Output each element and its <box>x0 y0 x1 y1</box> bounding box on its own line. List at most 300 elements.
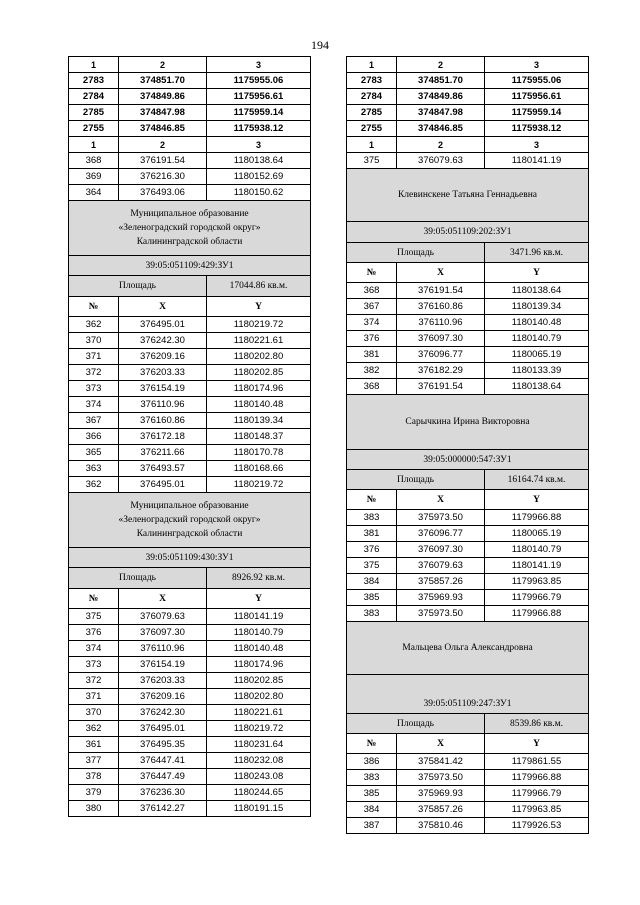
y-coordinate-cell: 1180202.80 <box>207 349 311 365</box>
point-number-cell: 378 <box>69 769 119 785</box>
table-row <box>69 381 311 397</box>
point-number-cell: 379 <box>69 785 119 801</box>
section-title-line: «Зеленоградский городской округ» <box>118 515 261 525</box>
x-coordinate-cell: 376242.30 <box>119 333 207 349</box>
point-number-cell: 374 <box>69 641 119 657</box>
x-coordinate-cell: 376191.54 <box>397 379 485 395</box>
point-number-cell: 381 <box>347 526 397 542</box>
x-coordinate-cell: 374851.70 <box>397 73 485 89</box>
x-coordinate-cell: 376493.57 <box>119 461 207 477</box>
section-title-line: Муниципальное образование <box>130 501 249 511</box>
y-coordinate-cell: 1175959.14 <box>485 105 589 121</box>
point-number-cell: 387 <box>347 818 397 834</box>
x-coordinate-cell: 376172.18 <box>119 429 207 445</box>
y-coordinate-cell: 1180152.69 <box>207 169 311 185</box>
y-coordinate-cell: 1175959.14 <box>207 105 311 121</box>
point-number-cell: 383 <box>347 770 397 786</box>
point-number-cell: 375 <box>347 153 397 169</box>
x-coordinate-cell: 376216.30 <box>119 169 207 185</box>
y-coordinate-cell: 1180140.79 <box>207 625 311 641</box>
table-row <box>347 770 589 786</box>
x-coordinate-cell: 2 <box>397 137 485 153</box>
point-number-cell: 1 <box>347 57 397 73</box>
y-coordinate-cell: 1180219.72 <box>207 477 311 493</box>
y-coordinate-cell: 1180133.39 <box>485 363 589 379</box>
x-coordinate-cell: 376079.63 <box>397 153 485 169</box>
y-coordinate-cell: 1180221.61 <box>207 333 311 349</box>
table-row <box>347 137 589 153</box>
table-row <box>347 590 589 606</box>
x-coordinate-cell: 2 <box>119 57 207 73</box>
y-coordinate-cell: 1180168.66 <box>207 461 311 477</box>
y-coordinate-cell: 1180140.79 <box>485 542 589 558</box>
point-number-cell: 2783 <box>347 73 397 89</box>
y-coordinate-cell: 1175956.61 <box>207 89 311 105</box>
owner-name: Клевинскене Татьяна Геннадьевна <box>347 169 589 222</box>
table-row <box>347 606 589 622</box>
y-coordinate-cell: 1180065.19 <box>485 526 589 542</box>
x-coordinate-cell: 376493.06 <box>119 185 207 201</box>
table-row <box>69 89 311 105</box>
x-coordinate-cell: 376154.19 <box>119 657 207 673</box>
point-number-cell: 374 <box>69 397 119 413</box>
table-row <box>347 153 589 169</box>
cadastral-number: 39:05:051109:429:ЗУ1 <box>69 256 311 276</box>
right-section2-column-headers <box>347 490 589 510</box>
x-coordinate-cell: 376142.27 <box>119 801 207 817</box>
table-row <box>69 769 311 785</box>
table-row <box>69 349 311 365</box>
right-section2-area-row <box>347 470 589 490</box>
point-number-cell: 384 <box>347 574 397 590</box>
point-number-cell: 370 <box>69 705 119 721</box>
x-coordinate-cell: 376096.77 <box>397 347 485 363</box>
table-row <box>69 705 311 721</box>
table-row <box>69 785 311 801</box>
x-coordinate-cell: 376110.96 <box>119 641 207 657</box>
point-number-cell: 1 <box>69 137 119 153</box>
table-row <box>69 461 311 477</box>
y-coordinate-cell: 1180202.85 <box>207 365 311 381</box>
right-section2-rows <box>347 510 589 622</box>
point-number-cell: 370 <box>69 333 119 349</box>
x-coordinate-cell: 374846.85 <box>397 121 485 137</box>
right-section3-area-row <box>347 714 589 734</box>
x-coordinate-cell: 376495.01 <box>119 317 207 333</box>
table-row <box>347 121 589 137</box>
y-coordinate-cell: 1175955.06 <box>485 73 589 89</box>
column-header-number: № <box>347 734 397 754</box>
point-number-cell: 2785 <box>347 105 397 121</box>
x-coordinate-cell: 376182.29 <box>397 363 485 379</box>
table-row <box>347 818 589 834</box>
column-header-x: X <box>397 263 485 283</box>
y-coordinate-cell: 1180174.96 <box>207 381 311 397</box>
point-number-cell: 2755 <box>347 121 397 137</box>
cadastral-number: 39:05:051109:430:ЗУ1 <box>69 548 311 568</box>
y-coordinate-cell: 1180140.48 <box>485 315 589 331</box>
table-row <box>347 331 589 347</box>
page-number: 194 <box>311 38 329 52</box>
y-coordinate-cell: 1180148.37 <box>207 429 311 445</box>
x-coordinate-cell: 376191.54 <box>119 153 207 169</box>
x-coordinate-cell: 374847.98 <box>397 105 485 121</box>
y-coordinate-cell: 1180219.72 <box>207 721 311 737</box>
point-number-cell: 368 <box>347 283 397 299</box>
y-coordinate-cell: 1180140.48 <box>207 641 311 657</box>
table-row <box>69 609 311 625</box>
x-coordinate-cell: 375857.26 <box>397 802 485 818</box>
table-row <box>69 445 311 461</box>
left-section1-area-row <box>69 276 311 297</box>
point-number-cell: 372 <box>69 365 119 381</box>
table-row <box>347 283 589 299</box>
point-number-cell: 2785 <box>69 105 119 121</box>
x-coordinate-cell: 375969.93 <box>397 590 485 606</box>
y-coordinate-cell: 1180202.85 <box>207 673 311 689</box>
table-row <box>347 89 589 105</box>
x-coordinate-cell: 376097.30 <box>397 331 485 347</box>
table-row <box>69 657 311 673</box>
table-row <box>69 121 311 137</box>
point-number-cell: 363 <box>69 461 119 477</box>
point-number-cell: 372 <box>69 673 119 689</box>
cadastral-number: 39:05:051109:247:ЗУ1 <box>347 675 589 714</box>
x-coordinate-cell: 374846.85 <box>119 121 207 137</box>
x-coordinate-cell: 376495.35 <box>119 737 207 753</box>
y-coordinate-cell: 1180174.96 <box>207 657 311 673</box>
cadastral-number: 39:05:000000:547:ЗУ1 <box>347 450 589 470</box>
table-row <box>347 786 589 802</box>
y-coordinate-cell: 1180139.34 <box>207 413 311 429</box>
table-row <box>69 625 311 641</box>
x-coordinate-cell: 376242.30 <box>119 705 207 721</box>
right-section1-column-headers <box>347 263 589 283</box>
table-row <box>69 365 311 381</box>
y-coordinate-cell: 1180219.72 <box>207 317 311 333</box>
area-label: Площадь <box>69 276 207 297</box>
right-section1-rows <box>347 283 589 395</box>
table-row <box>347 542 589 558</box>
y-coordinate-cell: 1179963.85 <box>485 802 589 818</box>
area-value: 8926.92 кв.м. <box>207 568 311 589</box>
point-number-cell: 368 <box>69 153 119 169</box>
point-number-cell: 384 <box>347 802 397 818</box>
x-coordinate-cell: 376209.16 <box>119 689 207 705</box>
table-row <box>69 737 311 753</box>
y-coordinate-cell: 1175938.12 <box>207 121 311 137</box>
table-row <box>347 57 589 73</box>
area-label: Площадь <box>347 470 485 490</box>
left-section2-title <box>69 493 311 548</box>
y-coordinate-cell: 1180141.19 <box>485 558 589 574</box>
x-coordinate-cell: 376191.54 <box>397 283 485 299</box>
owner-name: Мальцева Ольга Александровна <box>347 622 589 675</box>
table-row <box>69 185 311 201</box>
table-row <box>69 477 311 493</box>
column-header-number: № <box>347 490 397 510</box>
right-coordinates-table <box>346 56 589 834</box>
point-number-cell: 1 <box>69 57 119 73</box>
point-number-cell: 2784 <box>69 89 119 105</box>
right-section3-column-headers <box>347 734 589 754</box>
y-coordinate-cell: 1175938.12 <box>485 121 589 137</box>
y-coordinate-cell: 1180243.08 <box>207 769 311 785</box>
point-number-cell: 383 <box>347 510 397 526</box>
table-row <box>347 105 589 121</box>
x-coordinate-cell: 376203.33 <box>119 365 207 381</box>
table-row <box>69 397 311 413</box>
column-header-number: № <box>69 589 119 609</box>
point-number-cell: 2784 <box>347 89 397 105</box>
point-number-cell: 361 <box>69 737 119 753</box>
point-number-cell: 367 <box>347 299 397 315</box>
section-title-line: Калининградской области <box>136 237 243 247</box>
y-coordinate-cell: 1180139.34 <box>485 299 589 315</box>
area-value: 16164.74 кв.м. <box>485 470 589 490</box>
y-coordinate-cell: 3 <box>207 57 311 73</box>
column-header-y: Y <box>207 589 311 609</box>
x-coordinate-cell: 376110.96 <box>397 315 485 331</box>
y-coordinate-cell: 1180138.64 <box>485 379 589 395</box>
y-coordinate-cell: 1180221.61 <box>207 705 311 721</box>
column-header-x: X <box>119 589 207 609</box>
x-coordinate-cell: 376097.30 <box>397 542 485 558</box>
point-number-cell: 374 <box>347 315 397 331</box>
table-row <box>69 753 311 769</box>
x-coordinate-cell: 374849.86 <box>119 89 207 105</box>
column-header-number: № <box>69 297 119 317</box>
y-coordinate-cell: 3 <box>485 57 589 73</box>
table-row <box>69 429 311 445</box>
table-row <box>69 333 311 349</box>
x-coordinate-cell: 375969.93 <box>397 786 485 802</box>
section-title-line: Муниципальное образование <box>130 209 249 219</box>
y-coordinate-cell: 1180170.78 <box>207 445 311 461</box>
table-row <box>69 413 311 429</box>
x-coordinate-cell: 375973.50 <box>397 606 485 622</box>
y-coordinate-cell: 1180150.62 <box>207 185 311 201</box>
area-label: Площадь <box>347 243 485 263</box>
point-number-cell: 364 <box>69 185 119 201</box>
y-coordinate-cell: 1180065.19 <box>485 347 589 363</box>
table-row <box>69 57 311 73</box>
x-coordinate-cell: 376211.66 <box>119 445 207 461</box>
right-section2-owner-row <box>347 395 589 450</box>
y-coordinate-cell: 1179966.88 <box>485 606 589 622</box>
column-header-x: X <box>397 734 485 754</box>
table-row <box>347 363 589 379</box>
x-coordinate-cell: 376096.77 <box>397 526 485 542</box>
point-number-cell: 371 <box>69 349 119 365</box>
x-coordinate-cell: 376495.01 <box>119 721 207 737</box>
point-number-cell: 383 <box>347 606 397 622</box>
point-number-cell: 367 <box>69 413 119 429</box>
column-header-number: № <box>347 263 397 283</box>
point-number-cell: 1 <box>347 137 397 153</box>
point-number-cell: 381 <box>347 347 397 363</box>
y-coordinate-cell: 1180138.64 <box>207 153 311 169</box>
left-section2-column-headers <box>69 589 311 609</box>
left-section2-cadastral-row <box>69 548 311 568</box>
table-row <box>347 754 589 770</box>
x-coordinate-cell: 376154.19 <box>119 381 207 397</box>
y-coordinate-cell: 1180232.08 <box>207 753 311 769</box>
right-section1-area-row <box>347 243 589 263</box>
point-number-cell: 371 <box>69 689 119 705</box>
point-number-cell: 382 <box>347 363 397 379</box>
column-header-y: Y <box>485 490 589 510</box>
point-number-cell: 362 <box>69 477 119 493</box>
x-coordinate-cell: 375857.26 <box>397 574 485 590</box>
y-coordinate-cell: 1179966.79 <box>485 786 589 802</box>
x-coordinate-cell: 376079.63 <box>119 609 207 625</box>
left-section2-rows <box>69 609 311 817</box>
table-row <box>69 673 311 689</box>
x-coordinate-cell: 375841.42 <box>397 754 485 770</box>
right-section1-cadastral-row <box>347 222 589 243</box>
table-row <box>347 510 589 526</box>
y-coordinate-cell: 1179966.79 <box>485 590 589 606</box>
table-row <box>69 105 311 121</box>
left-section1-column-headers <box>69 297 311 317</box>
table-row <box>69 317 311 333</box>
point-number-cell: 385 <box>347 786 397 802</box>
point-number-cell: 375 <box>347 558 397 574</box>
x-coordinate-cell: 376160.86 <box>397 299 485 315</box>
right-section2-cadastral-row <box>347 450 589 470</box>
x-coordinate-cell: 376203.33 <box>119 673 207 689</box>
x-coordinate-cell: 375810.46 <box>397 818 485 834</box>
y-coordinate-cell: 1180141.19 <box>207 609 311 625</box>
owner-name: Сарычкина Ирина Викторовна <box>347 395 589 450</box>
right-section3-rows <box>347 754 589 834</box>
point-number-cell: 365 <box>69 445 119 461</box>
area-label: Площадь <box>347 714 485 734</box>
x-coordinate-cell: 376110.96 <box>119 397 207 413</box>
left-section1-cadastral-row <box>69 256 311 276</box>
point-number-cell: 373 <box>69 657 119 673</box>
point-number-cell: 377 <box>69 753 119 769</box>
table-row <box>347 315 589 331</box>
column-header-x: X <box>397 490 485 510</box>
y-coordinate-cell: 1175955.06 <box>207 73 311 89</box>
table-row <box>347 347 589 363</box>
left-section1-title <box>69 201 311 256</box>
y-coordinate-cell: 1180244.65 <box>207 785 311 801</box>
y-coordinate-cell: 1179963.85 <box>485 574 589 590</box>
y-coordinate-cell: 1179966.88 <box>485 510 589 526</box>
y-coordinate-cell: 1179861.55 <box>485 754 589 770</box>
x-coordinate-cell: 376209.16 <box>119 349 207 365</box>
cadastral-number: 39:05:051109:202:ЗУ1 <box>347 222 589 243</box>
point-number-cell: 368 <box>347 379 397 395</box>
right-section3-cadastral-row <box>347 675 589 714</box>
table-row <box>69 137 311 153</box>
area-label: Площадь <box>69 568 207 589</box>
x-coordinate-cell: 376447.41 <box>119 753 207 769</box>
point-number-cell: 2783 <box>69 73 119 89</box>
point-number-cell: 376 <box>347 331 397 347</box>
area-value: 3471.96 кв.м. <box>485 243 589 263</box>
column-header-y: Y <box>485 263 589 283</box>
x-coordinate-cell: 376160.86 <box>119 413 207 429</box>
x-coordinate-cell: 375973.50 <box>397 770 485 786</box>
table-row <box>347 299 589 315</box>
y-coordinate-cell: 1180202.80 <box>207 689 311 705</box>
column-header-y: Y <box>485 734 589 754</box>
x-coordinate-cell: 2 <box>397 57 485 73</box>
y-coordinate-cell: 1175956.61 <box>485 89 589 105</box>
x-coordinate-cell: 2 <box>119 137 207 153</box>
column-header-x: X <box>119 297 207 317</box>
right-section3-owner-row <box>347 622 589 675</box>
y-coordinate-cell: 1180231.64 <box>207 737 311 753</box>
x-coordinate-cell: 376236.30 <box>119 785 207 801</box>
left-header-rows <box>69 57 311 201</box>
x-coordinate-cell: 375973.50 <box>397 510 485 526</box>
table-row <box>69 641 311 657</box>
y-coordinate-cell: 1179966.88 <box>485 770 589 786</box>
x-coordinate-cell: 376079.63 <box>397 558 485 574</box>
left-section1-rows <box>69 317 311 493</box>
table-row <box>347 802 589 818</box>
table-row <box>69 73 311 89</box>
y-coordinate-cell: 3 <box>485 137 589 153</box>
table-row <box>347 73 589 89</box>
y-coordinate-cell: 1180140.48 <box>207 397 311 413</box>
point-number-cell: 373 <box>69 381 119 397</box>
area-value: 8539.86 кв.м. <box>485 714 589 734</box>
table-row <box>347 574 589 590</box>
right-section1-owner-row <box>347 169 589 222</box>
point-number-cell: 380 <box>69 801 119 817</box>
x-coordinate-cell: 374849.86 <box>397 89 485 105</box>
x-coordinate-cell: 374847.98 <box>119 105 207 121</box>
y-coordinate-cell: 1180140.79 <box>485 331 589 347</box>
y-coordinate-cell: 3 <box>207 137 311 153</box>
table-row <box>69 169 311 185</box>
table-row <box>69 801 311 817</box>
table-row <box>347 379 589 395</box>
point-number-cell: 362 <box>69 721 119 737</box>
point-number-cell: 376 <box>347 542 397 558</box>
point-number-cell: 375 <box>69 609 119 625</box>
y-coordinate-cell: 1180141.19 <box>485 153 589 169</box>
section-title-line: Калининградской области <box>136 529 243 539</box>
area-value: 17044.86 кв.м. <box>207 276 311 297</box>
point-number-cell: 385 <box>347 590 397 606</box>
y-coordinate-cell: 1180138.64 <box>485 283 589 299</box>
right-header-rows <box>347 57 589 169</box>
y-coordinate-cell: 1180191.15 <box>207 801 311 817</box>
left-section2-area-row <box>69 568 311 589</box>
table-row <box>69 689 311 705</box>
table-row <box>347 526 589 542</box>
point-number-cell: 386 <box>347 754 397 770</box>
y-coordinate-cell: 1179926.53 <box>485 818 589 834</box>
table-row <box>69 721 311 737</box>
column-header-y: Y <box>207 297 311 317</box>
x-coordinate-cell: 376495.01 <box>119 477 207 493</box>
x-coordinate-cell: 374851.70 <box>119 73 207 89</box>
point-number-cell: 362 <box>69 317 119 333</box>
point-number-cell: 376 <box>69 625 119 641</box>
x-coordinate-cell: 376097.30 <box>119 625 207 641</box>
table-row <box>69 153 311 169</box>
point-number-cell: 2755 <box>69 121 119 137</box>
point-number-cell: 369 <box>69 169 119 185</box>
